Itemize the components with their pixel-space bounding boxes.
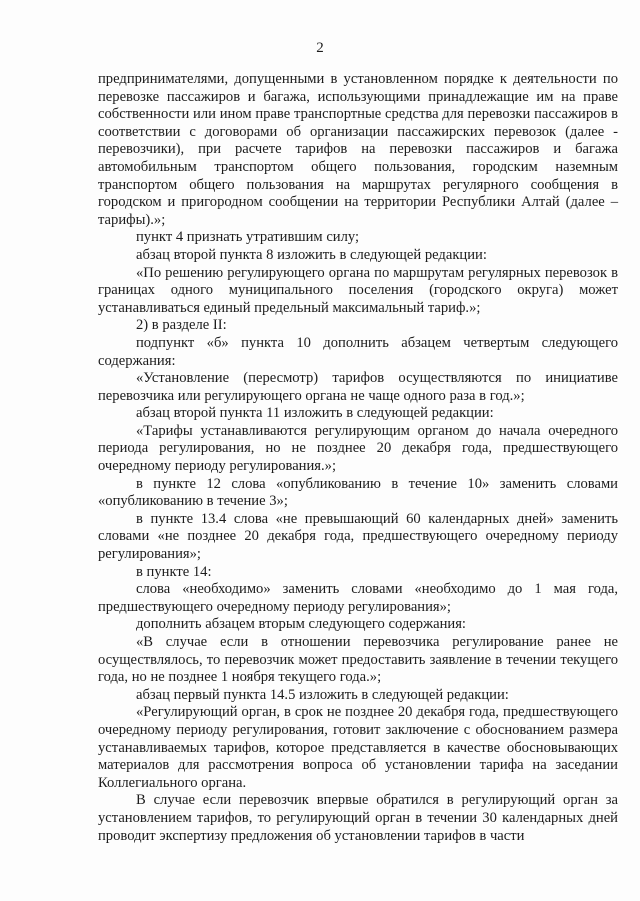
paragraph: предпринимателями, допущенными в установленном порядке к деятельности по перевозке пассажиров и багажа, использующими принадлежащие им на праве собственности или ином праве транспортные средства для перевозки пассажиров в соответствии с договорами об организации пассажирских перевозок (далее - перевозчики), при расчете тарифов на перевозки пассажиров и багажа автомобильным транспортом общего пользования, городским наземным транспортом общего пользования на маршрутах регулярного сообщения в городском и пригородном сообщении на территории Республики Алтай (далее – тарифы).»; <box>98 71 618 228</box>
paragraph: пункт 4 признать утратившим силу; <box>136 229 360 246</box>
paragraph: дополнить абзацем вторым следующего содержания: <box>136 616 466 633</box>
document-body <box>98 71 618 845</box>
paragraph: абзац первый пункта 14.5 изложить в следующей редакции: <box>136 686 509 703</box>
paragraph: «Установление (пересмотр) тарифов осуществляются по инициативе перевозчика или регулирующего органа не чаще одного раза в год.»; <box>98 370 618 404</box>
paragraph: в пункте 12 слова «опубликованию в течение 10» заменить словами «опубликованию в течение 3»; <box>98 475 618 510</box>
paragraph: подпункт «б» пункта 10 дополнить абзацем четвертым следующего содержания: <box>98 334 618 369</box>
page-number: 2 <box>316 40 324 56</box>
paragraph: в пункте 13.4 слова «не превышающий 60 календарных дней» заменить словами «не позднее 20 декабря года, предшествующего очередному периоду регулирования»; <box>98 510 618 563</box>
paragraph: в пункте 14: <box>136 563 212 580</box>
paragraph: «Тарифы устанавливаются регулирующим органом до начала очередного периода регулирования, но не позднее 20 декабря года, предшествующего очередному периоду регулирования.»; <box>98 422 618 475</box>
paragraph: 2) в разделе II: <box>136 317 227 334</box>
paragraph: «По решению регулирующего органа по маршрутам регулярных перевозок в границах одного муниципального поселения (городского округа) может устанавливаться единый предельный максимальный тариф.»; <box>98 264 618 316</box>
paragraph: «В случае если в отношении перевозчика регулирование ранее не осуществлялось, то перевозчик может предоставить заявление в течении текущего года, но не позднее 1 ноября текущего года.»; <box>98 634 618 686</box>
paragraph: абзац второй пункта 8 изложить в следующей редакции: <box>136 246 487 263</box>
paragraph: В случае если перевозчик впервые обратился в регулирующий орган за установлением тарифов, то регулирующий орган в течении 30 календарных дней проводит экспертизу предложения об установлении тарифов в части <box>98 792 618 844</box>
paragraph: абзац второй пункта 11 изложить в следующей редакции: <box>136 405 494 422</box>
paragraph: «Регулирующий орган, в срок не позднее 20 декабря года, предшествующего очередному периоду регулирования, готовит заключение с обоснованием размера устанавливаемых тарифов, которое представляется в качестве обосновывающих материалов для рассмотрения вопроса об установлении тарифа на заседании Коллегиального органа. <box>98 704 618 791</box>
paragraph: слова «необходимо» заменить словами «необходимо до 1 мая года, предшествующего очередному периоду регулирования»; <box>98 581 618 615</box>
